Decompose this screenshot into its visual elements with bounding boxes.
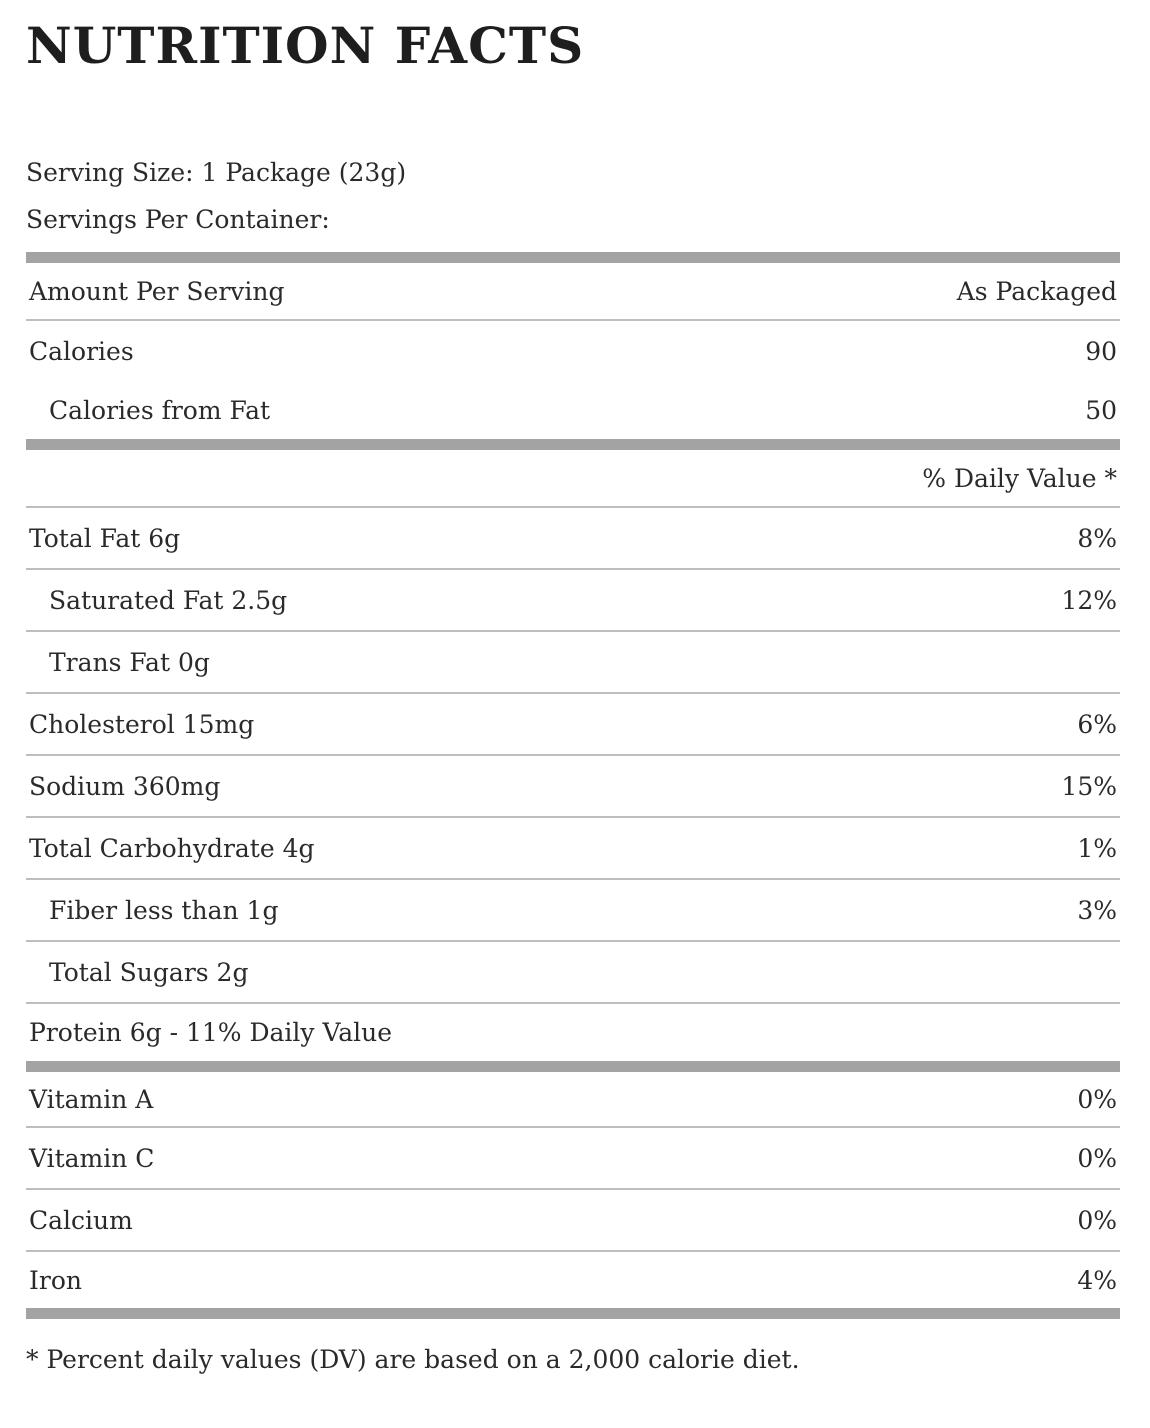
nutrient-daily-value: 1% [1077, 833, 1117, 863]
nutrient-row [26, 570, 1120, 632]
daily-value-header: % Daily Value * [922, 463, 1117, 493]
nutrient-label: Sodium 360mg [29, 771, 221, 801]
nutrient-label: Protein 6g - 11% Daily Value [29, 1018, 393, 1047]
amount-per-serving-row [26, 263, 1120, 321]
nutrient-daily-value: 12% [1061, 585, 1117, 615]
vitamin-daily-value: 0% [1077, 1143, 1117, 1173]
thick-divider [26, 1061, 1120, 1072]
nutrient-row [26, 756, 1120, 818]
nutrition-table [26, 252, 1120, 1319]
calories-row [26, 321, 1120, 382]
nutrient-daily-value: 3% [1077, 895, 1117, 925]
nutrient-daily-value: 6% [1077, 709, 1117, 739]
thick-divider [26, 439, 1120, 450]
calories-from-fat-row [26, 382, 1120, 439]
vitamin-daily-value: 0% [1077, 1205, 1117, 1235]
calories-from-fat-label: Calories from Fat [49, 396, 271, 425]
calories-value: 90 [1085, 337, 1117, 366]
label-title: NUTRITION FACTS [26, 16, 585, 75]
vitamin-label: Vitamin C [29, 1143, 155, 1173]
thick-divider [26, 1308, 1120, 1319]
servings-per-container: Servings Per Container: [26, 205, 330, 234]
nutrient-row [26, 942, 1120, 1004]
nutrient-row [26, 632, 1120, 694]
vitamin-row [26, 1190, 1120, 1252]
nutrient-label: Fiber less than 1g [49, 895, 279, 925]
nutrient-label: Cholesterol 15mg [29, 709, 255, 739]
daily-value-header-row [26, 450, 1120, 508]
vitamin-row [26, 1072, 1120, 1128]
nutrient-daily-value: 8% [1077, 523, 1117, 553]
calories-from-fat-value: 50 [1085, 396, 1117, 425]
nutrient-row [26, 1004, 1120, 1061]
nutrient-label: Total Sugars 2g [49, 957, 249, 987]
as-packaged-label: As Packaged [956, 276, 1117, 306]
serving-size: Serving Size: 1 Package (23g) [26, 158, 407, 187]
thick-divider [26, 252, 1120, 263]
vitamin-row [26, 1128, 1120, 1190]
nutrient-label: Total Fat 6g [29, 523, 181, 553]
vitamin-label: Vitamin A [29, 1084, 154, 1114]
calories-label: Calories [29, 337, 134, 366]
nutrient-row [26, 880, 1120, 942]
nutrient-label: Saturated Fat 2.5g [49, 585, 288, 615]
nutrient-label: Trans Fat 0g [49, 647, 210, 677]
nutrient-daily-value: 15% [1061, 771, 1117, 801]
nutrient-row [26, 818, 1120, 880]
vitamin-daily-value: 4% [1077, 1265, 1117, 1295]
footnote: * Percent daily values (DV) are based on a 2,000 calorie diet. [26, 1345, 800, 1374]
amount-per-serving-label: Amount Per Serving [29, 276, 285, 306]
vitamin-row [26, 1252, 1120, 1308]
nutrient-label: Total Carbohydrate 4g [29, 833, 315, 863]
nutrient-row [26, 694, 1120, 756]
nutrient-row [26, 508, 1120, 570]
vitamin-label: Iron [29, 1265, 82, 1295]
vitamin-label: Calcium [29, 1205, 133, 1235]
vitamin-daily-value: 0% [1077, 1084, 1117, 1114]
